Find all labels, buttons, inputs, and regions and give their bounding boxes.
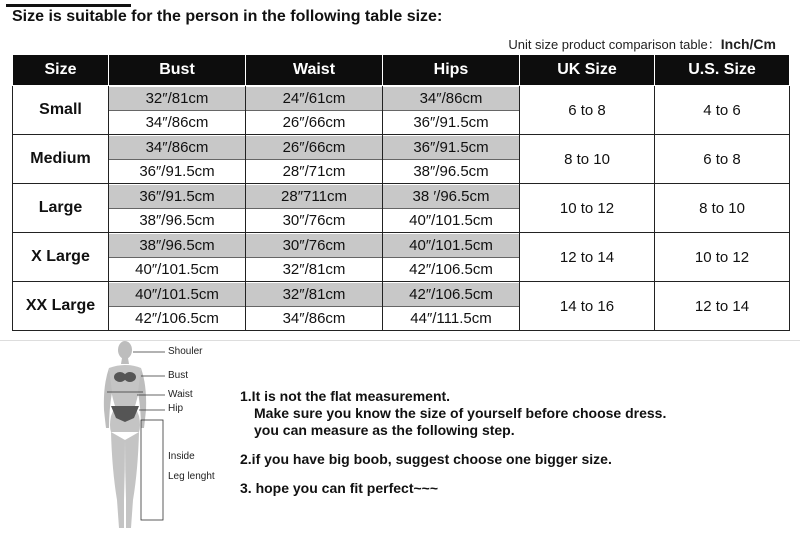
waist-cell [246,135,383,184]
hips-cell [383,184,520,233]
waist-cell [246,233,383,282]
hips-inch: 42″/106.5cm [383,283,519,307]
bust-cm: 34″/86cm [145,113,209,131]
size-name: Large [13,184,109,233]
table-row [13,184,790,233]
bust-inch: 34″/86cm [109,136,245,160]
waist-cell [246,282,383,331]
waist-cm: 28″/71cm [282,162,346,180]
size-chart-table [12,54,790,331]
us-size-cell: 4 to 6 [655,86,790,135]
hips-cm: 40″/101.5cm [409,211,493,229]
waist-cm: 30″/76cm [282,211,346,229]
bust-cm: 40″/101.5cm [135,260,219,278]
uk-size-cell: 10 to 12 [520,184,655,233]
table-row [13,282,790,331]
bust-cell [109,135,246,184]
label-inside: Inside [168,451,195,462]
label-shoulder: Shouler [168,346,203,357]
hips-cm: 36″/91.5cm [413,113,489,131]
table-row [13,233,790,282]
sizing-notes [240,388,666,497]
bust-inch: 38″/96.5cm [109,234,245,258]
waist-inch: 32″/81cm [246,283,382,307]
hips-cm: 42″/106.5cm [409,260,493,278]
waist-cell [246,184,383,233]
us-size-cell: 8 to 10 [655,184,790,233]
header-waist: Waist [246,55,383,86]
waist-cm: 34″/86cm [282,309,346,327]
hips-cell [383,86,520,135]
bust-cm: 42″/106.5cm [135,309,219,327]
page-heading: Size is suitable for the person in the following table size: [12,8,443,25]
header-us-size: U.S. Size [655,55,790,86]
table-header-row [13,55,790,86]
unit-note-prefix: Unit size product comparison table： [508,37,721,52]
waist-inch: 30″/76cm [246,234,382,258]
waist-inch: 24″/61cm [246,87,382,111]
unit-note [508,34,776,53]
size-name: X Large [13,233,109,282]
label-hip: Hip [168,403,184,414]
size-name: Small [13,86,109,135]
note-line: 3. hope you can fit perfect~~~ [240,480,439,496]
waist-cm: 32″/81cm [282,260,346,278]
waist-cell [246,86,383,135]
hips-inch: 36″/91.5cm [383,136,519,160]
hips-cell [383,233,520,282]
size-name: Medium [13,135,109,184]
waist-inch: 26″/66cm [246,136,382,160]
bust-cm: 38″/96.5cm [139,211,215,229]
hips-cm: 38″/96.5cm [413,162,489,180]
hips-cm: 44″/111.5cm [410,309,492,327]
label-bust: Bust [168,370,189,381]
bust-inch: 36″/91.5cm [109,185,245,209]
bust-inch: 32″/81cm [109,87,245,111]
body-measurement-figure [95,340,245,540]
header-hips: Hips [383,55,520,86]
note-line: 2.if you have big boob, suggest choose one bigger size. [240,451,612,467]
heading-accent-bar [6,4,131,7]
label-waist: Waist [168,389,193,400]
note-line: 1.It is not the flat measurement. [240,388,451,404]
hips-inch: 34″/86cm [383,87,519,111]
label-leg-length: Leg lenght [168,471,215,482]
uk-size-cell: 12 to 14 [520,233,655,282]
header-uk-size: UK Size [520,55,655,86]
size-name: XX Large [13,282,109,331]
bust-cell [109,233,246,282]
bust-inch: 40″/101.5cm [109,283,245,307]
note-line: you can measure as the following step. [254,422,515,438]
bust-cell [109,282,246,331]
us-size-cell: 6 to 8 [655,135,790,184]
table-row [13,86,790,135]
table-row [13,135,790,184]
us-size-cell: 12 to 14 [655,282,790,331]
uk-size-cell: 8 to 10 [520,135,655,184]
bust-cell [109,184,246,233]
waist-cm: 26″/66cm [282,113,346,131]
bust-cell [109,86,246,135]
header-bust: Bust [109,55,246,86]
hips-cell [383,282,520,331]
uk-size-cell: 6 to 8 [520,86,655,135]
hips-inch: 38 ′/96.5cm [383,185,519,209]
bust-cm: 36″/91.5cm [139,162,215,180]
us-size-cell: 10 to 12 [655,233,790,282]
unit-note-unit: Inch/Cm [720,36,776,52]
note-line: Make sure you know the size of yourself before choose dress. [254,405,667,421]
uk-size-cell: 14 to 16 [520,282,655,331]
hips-inch: 40″/101.5cm [383,234,519,258]
waist-inch: 28″711cm [246,185,382,209]
hips-cell [383,135,520,184]
header-size: Size [13,55,109,86]
